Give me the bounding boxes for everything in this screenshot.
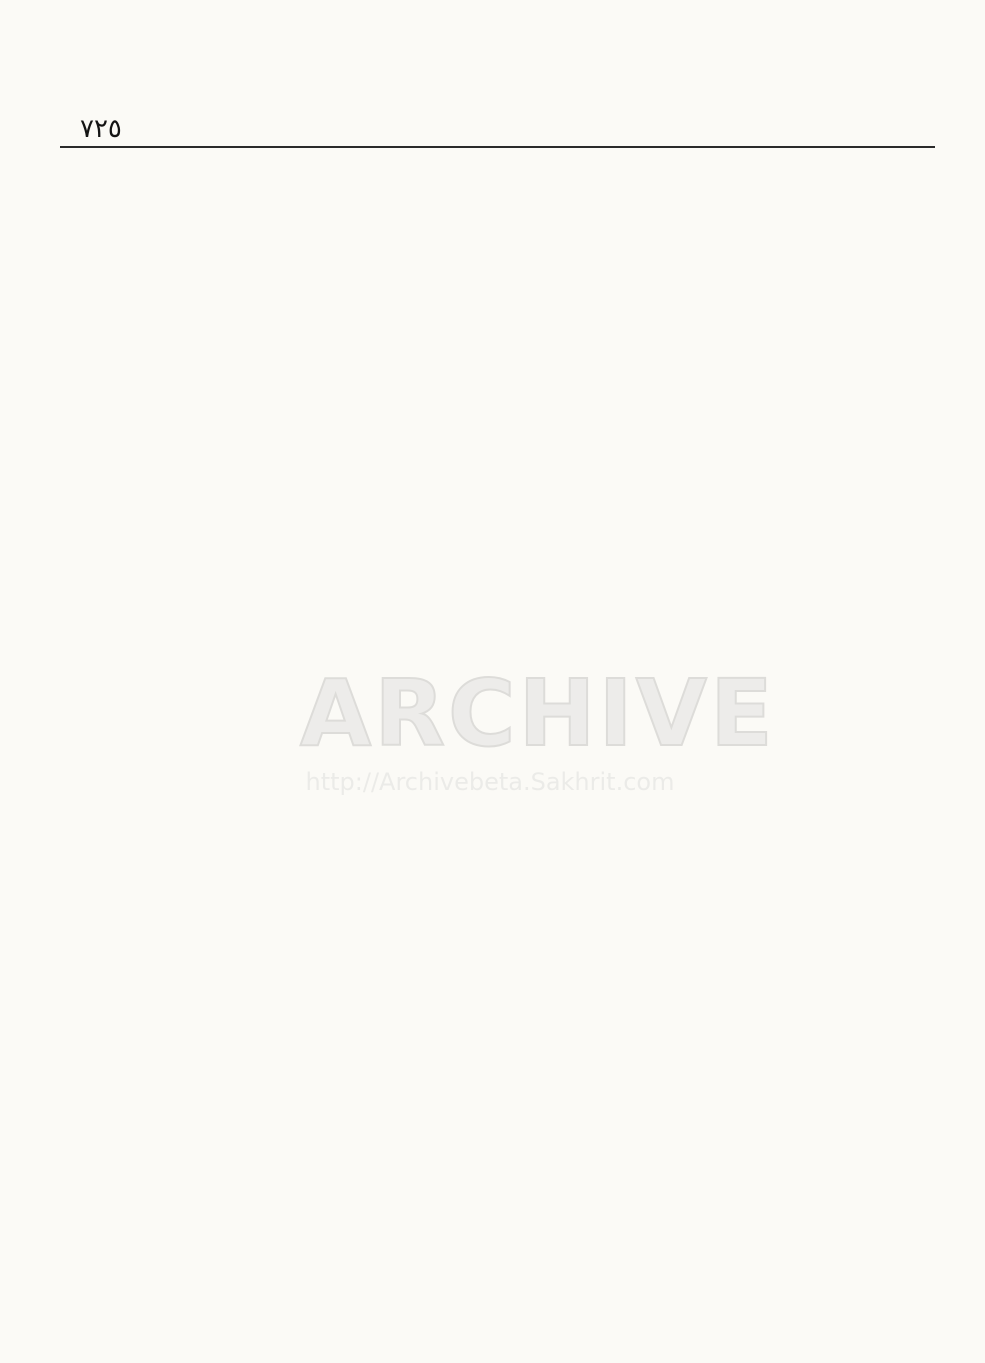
page-header [60,110,925,150]
header-rule [60,146,935,148]
watermark-url: http://Archivebeta.Sakhrit.com [305,768,675,796]
watermark-text: ARCHIVE [300,660,776,767]
right-column [515,160,935,1300]
left-column [70,160,490,1300]
page-number: ٧٢٥ [80,114,122,144]
